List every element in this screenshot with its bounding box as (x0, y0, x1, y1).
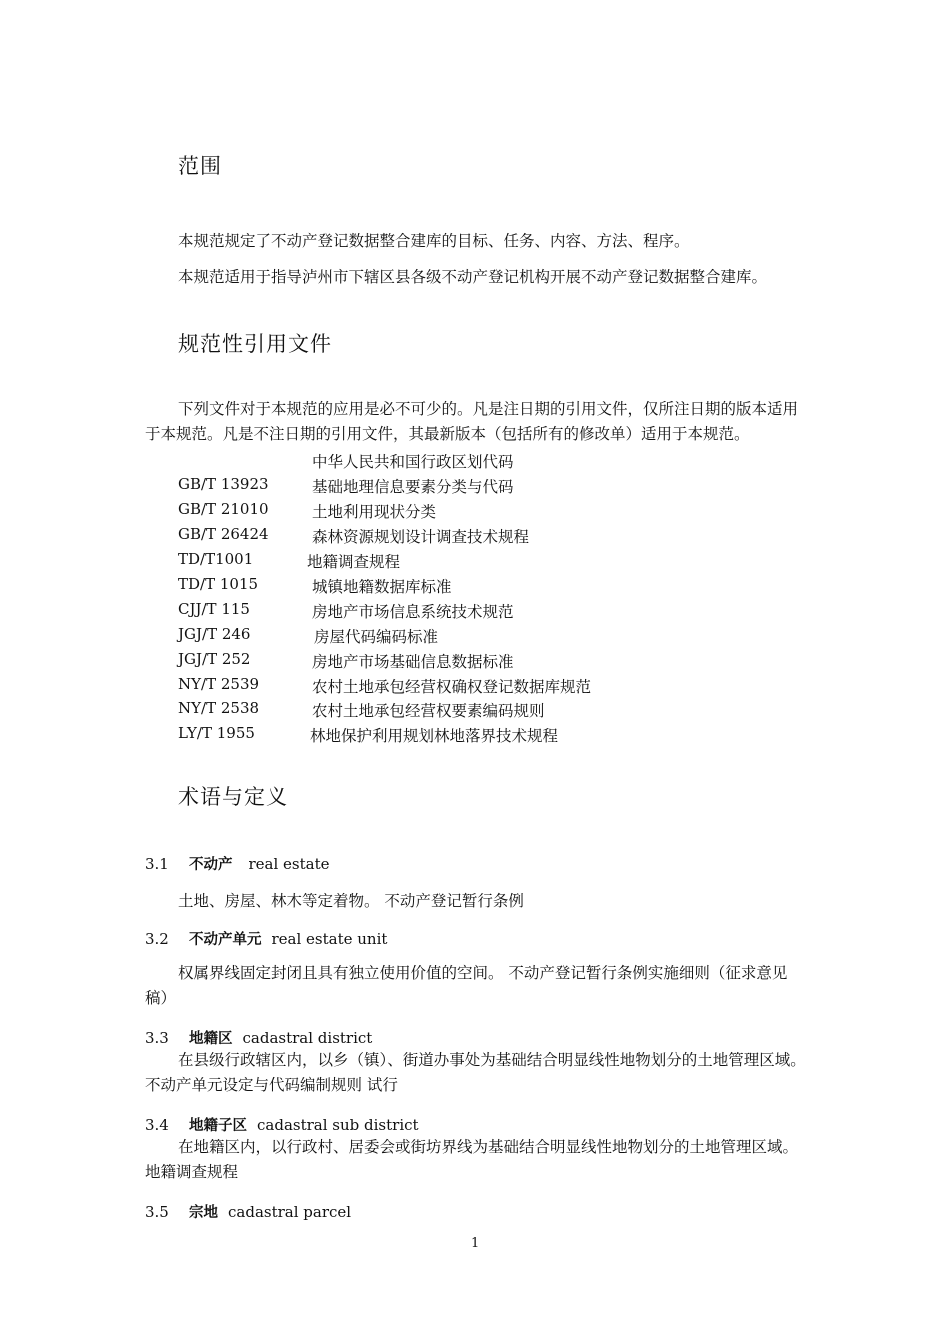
term-heading (145, 1201, 351, 1222)
ref-title: 林地保护利用规划林地落界技术规程 (310, 727, 559, 745)
term-english: cadastral parcel (228, 1203, 352, 1221)
term-chinese: 不动产 (189, 857, 233, 873)
ref-title: 城镇地籍数据库标准 (312, 578, 452, 596)
term-english: cadastral district (242, 1029, 373, 1047)
term-chinese: 地籍子区 (189, 1118, 247, 1134)
ref-title: 森林资源规划设计调查技术规程 (312, 528, 530, 546)
term-definition: 在县级行政辖区内，以乡（镇）、街道办事处为基础结合明显线性地物划分的土地管理区域。 不动产单元设定与代码编制规则 试行 (145, 1051, 806, 1094)
section-heading-scope: 范围 (178, 154, 222, 178)
references-intro-paragraph: 下列文件对于本规范的应用是必不可少的。凡是注日期的引用文件，仅所注日期的版本适用于本规范。凡是不注日期的引用文件，其最新版本（包括所有的修改单）适用于本规范。 (145, 400, 799, 443)
term-english: cadastral sub district (257, 1116, 419, 1134)
term-heading (145, 1114, 419, 1135)
ref-code: LY/T 1955 (178, 724, 255, 742)
ref-title: 农村土地承包经营权要素编码规则 (312, 702, 545, 720)
term-number: 3.5 (145, 1203, 169, 1221)
ref-code: GB/T 26424 (178, 525, 269, 543)
term-english: real estate unit (271, 930, 388, 948)
term-english: real estate (248, 855, 330, 873)
ref-title: 房地产市场信息系统技术规范 (312, 603, 514, 621)
ref-title: 土地利用现状分类 (312, 503, 437, 521)
term-heading (145, 928, 387, 949)
section-heading-normative-references: 规范性引用文件 (178, 332, 332, 356)
ref-title: 中华人民共和国行政区划代码 (312, 453, 514, 471)
ref-code: NY/T 2539 (178, 675, 260, 693)
scope-paragraph-2: 本规范适用于指导泸州市下辖区县各级不动产登记机构开展不动产登记数据整合建库。 (178, 268, 768, 286)
ref-code: TD/T 1015 (178, 575, 259, 593)
section-heading-terms-definitions: 术语与定义 (178, 785, 288, 809)
ref-code: NY/T 2538 (178, 699, 260, 717)
ref-code: GB/T 13923 (178, 475, 269, 493)
term-number: 3.4 (145, 1116, 169, 1134)
term-chinese: 宗地 (189, 1205, 218, 1221)
ref-title: 房地产市场基础信息数据标准 (312, 653, 514, 671)
term-chinese: 地籍区 (189, 1031, 233, 1047)
ref-code: JGJ/T 246 (178, 625, 251, 643)
ref-title: 地籍调查规程 (307, 553, 401, 571)
ref-code: JGJ/T 252 (178, 650, 251, 668)
term-definition: 土地、房屋、林木等定着物。 不动产登记暂行条例 (178, 892, 524, 910)
term-heading (145, 853, 330, 874)
ref-code: TD/T1001 (178, 550, 254, 568)
term-definition: 在地籍区内，以行政村、居委会或街坊界线为基础结合明显线性地物划分的土地管理区域。 地籍调查规程 (145, 1138, 799, 1181)
scope-paragraph-1: 本规范规定了不动产登记数据整合建库的目标、任务、内容、方法、程序。 (178, 232, 690, 250)
term-chinese: 不动产单元 (189, 932, 262, 948)
ref-code: GB/T 21010 (178, 500, 269, 518)
page-number: 1 (471, 1236, 480, 1251)
term-heading (145, 1027, 372, 1048)
term-number: 3.2 (145, 930, 169, 948)
term-definition: 权属界线固定封闭且具有独立使用价值的空间。 不动产登记暂行条例实施细则（征求意见稿） (145, 964, 788, 1007)
term-number: 3.1 (145, 855, 169, 873)
ref-title: 基础地理信息要素分类与代码 (312, 478, 514, 496)
ref-title: 农村土地承包经营权确权登记数据库规范 (312, 678, 592, 696)
ref-code: CJJ/T 115 (178, 600, 250, 618)
ref-title: 房屋代码编码标准 (314, 628, 439, 646)
term-number: 3.3 (145, 1029, 169, 1047)
